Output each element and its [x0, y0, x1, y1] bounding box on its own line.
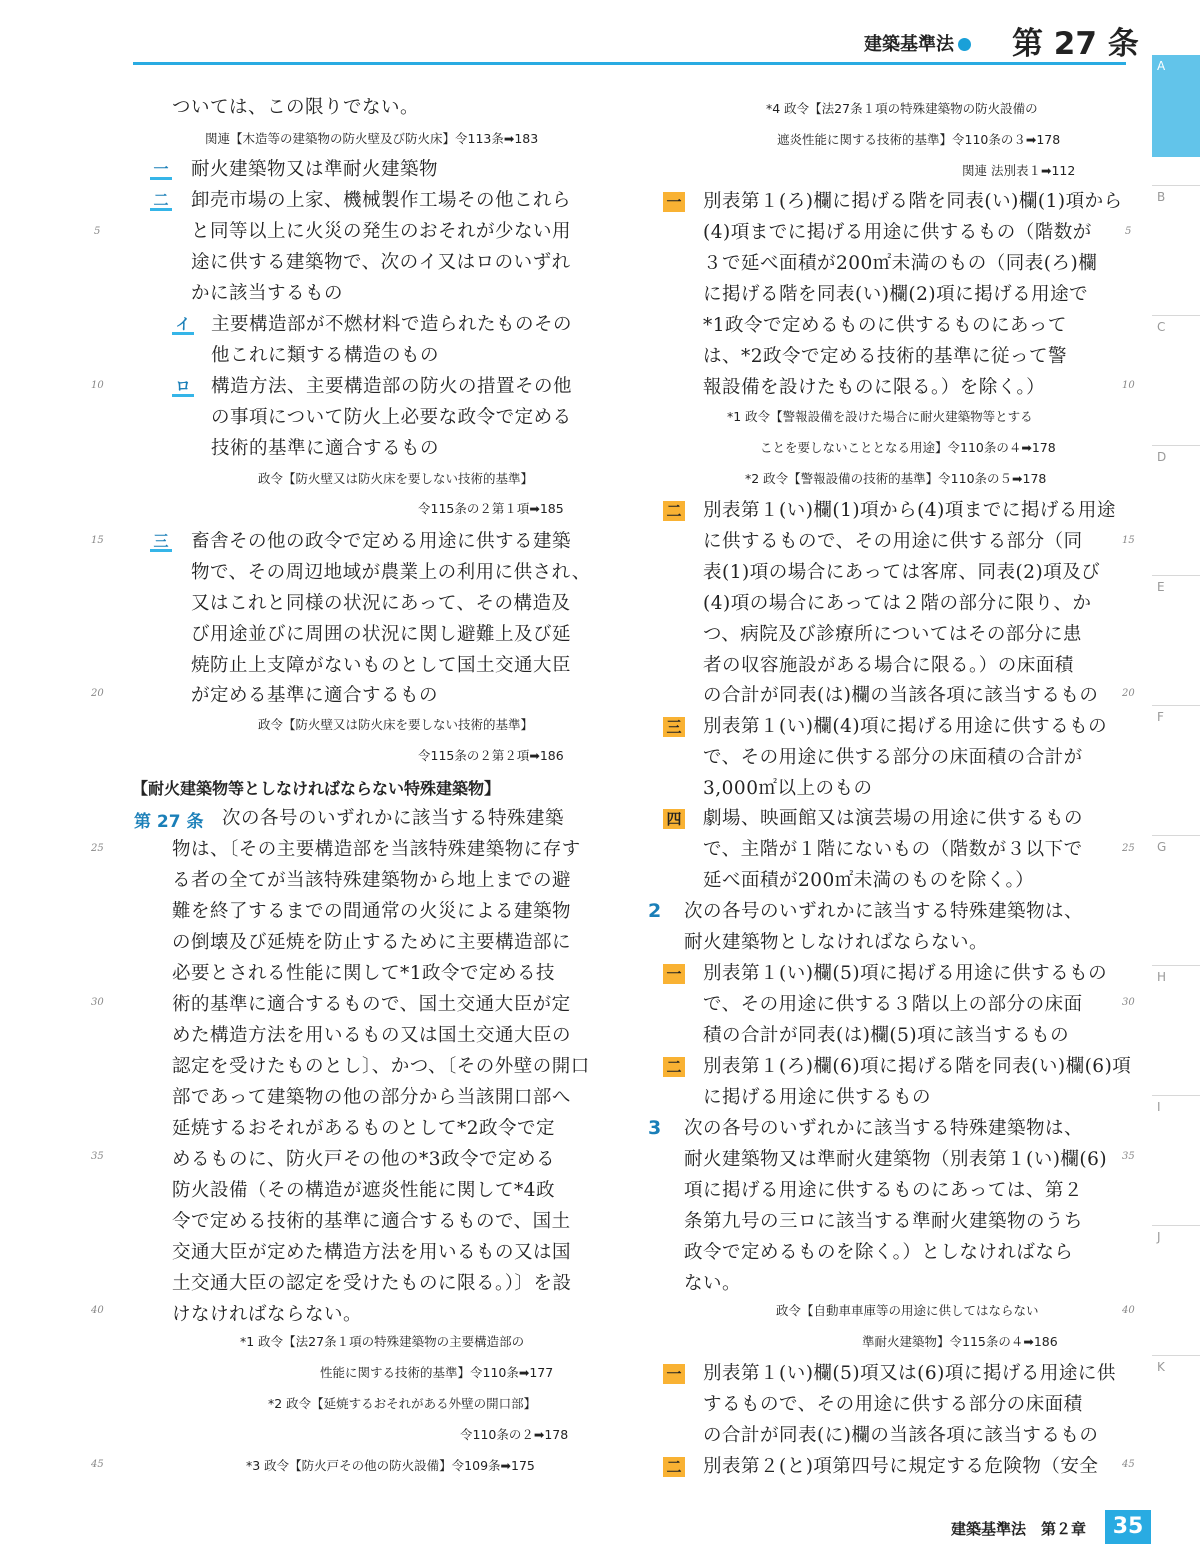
paragraph-number: 2	[648, 900, 662, 922]
text-line: び用途並びに周囲の状況に関し避難上及び延	[191, 624, 572, 645]
reference-note[interactable]: 政令【防火壁又は防火床を要しない技術的基準】	[258, 471, 534, 486]
item-badge: ロ	[172, 375, 194, 397]
side-tab-i[interactable]: I	[1152, 1095, 1200, 1197]
reference-note[interactable]: 準耐火建築物】令115条の４➡186	[862, 1334, 1058, 1349]
text-line: するもので、その用途に供する部分の床面積	[703, 1394, 1083, 1415]
reference-note[interactable]: 政令【自動車車庫等の用途に供してはならない	[776, 1303, 1039, 1318]
text-line: に掲げる階を同表(い)欄(2)項に掲げる用途で	[703, 284, 1089, 305]
reference-note[interactable]: 政令【防火壁又は防火床を要しない技術的基準】	[258, 717, 534, 732]
text-line: の合計が同表(に)欄の当該各項に該当するもの	[703, 1425, 1099, 1446]
side-tab-e[interactable]: E	[1152, 575, 1200, 677]
line-number: 20	[91, 688, 104, 699]
text-line: (4)項の場合にあっては２階の部分に限り、か	[703, 593, 1092, 614]
line-number: 5	[1125, 226, 1132, 237]
text-line: 部であって建築物の他の部分から当該開口部へ	[172, 1087, 571, 1108]
side-tab-g[interactable]: G	[1152, 835, 1200, 937]
line-number: 20	[1122, 688, 1135, 699]
text-line: めるものに、防火戸その他の*3政令で定める	[172, 1149, 556, 1170]
text-line: 別表第１(い)欄(5)項に掲げる用途に供するもの	[703, 963, 1108, 984]
text-line: の事項について防火上必要な政令で定める	[211, 407, 572, 428]
item-badge: イ	[172, 313, 194, 335]
text-line: 必要とされる性能に関して*1政令で定める技	[172, 963, 556, 984]
text-line: 表(1)項の場合にあっては客席、同表(2)項及び	[703, 562, 1101, 583]
text-line: 別表第１(い)欄(4)項に掲げる用途に供するもの	[703, 716, 1108, 737]
reference-note[interactable]: ことを要しないこととなる用途】令110条の４➡178	[760, 440, 1056, 455]
text-line: 次の各号のいずれかに該当する特殊建築	[222, 808, 565, 829]
text-line: 土交通大臣の認定を受けたものに限る。）〕を設	[172, 1273, 572, 1294]
text-line: 交通大臣が定めた構造方法を用いるもの又は国	[172, 1242, 572, 1263]
text-line: 他これに類する構造のもの	[211, 345, 440, 366]
text-line: *1政令で定めるものに供するものにあって	[703, 315, 1067, 336]
item-badge: 三	[663, 717, 685, 737]
text-line: 令で定める技術的基準に適合するもので、国土	[172, 1211, 571, 1232]
text-line: の合計が同表(は)欄の当該各項に該当するもの	[703, 685, 1099, 706]
side-index-tabs	[1152, 55, 1200, 1495]
reference-note[interactable]: *4 政令【法27条１項の特殊建築物の防火設備の	[766, 101, 1038, 116]
text-line: 者の収容施設がある場合に限る。）の床面積	[703, 655, 1074, 676]
paragraph-number: 3	[648, 1117, 662, 1139]
line-number: 15	[1122, 535, 1135, 546]
line-number: 45	[1122, 1459, 1135, 1470]
reference-note[interactable]: *3 政令【防火戸その他の防火設備】令109条➡175	[246, 1458, 535, 1473]
line-number: 30	[91, 997, 104, 1008]
line-number: 25	[91, 843, 104, 854]
text-line: 別表第１(ろ)欄に掲げる階を同表(い)欄(1)項から	[703, 191, 1123, 212]
text-line: 難を終了するまでの間通常の火災による建築物	[172, 901, 572, 922]
text-line: 物で、その周辺地域が農業上の利用に供され、	[191, 562, 591, 583]
text-line: 延焼するおそれがあるものとして*2政令で定	[172, 1118, 556, 1139]
text-line: 報設備を設けたものに限る。）を除く。）	[703, 377, 1046, 398]
text-line: 認定を受けたものとし〕、かつ、〔その外壁の開口	[172, 1056, 590, 1077]
law-name-text: 建築基準法	[864, 34, 954, 55]
line-number: 25	[1122, 843, 1135, 854]
side-tab-h[interactable]: H	[1152, 965, 1200, 1067]
text-line: めた構造方法を用いるもの又は国土交通大臣の	[172, 1025, 572, 1046]
text-line: 延べ面積が200㎡未満のものを除く。）	[703, 870, 1035, 891]
text-line: で、その用途に供する部分の床面積の合計が	[703, 747, 1083, 768]
line-number: 10	[1122, 380, 1135, 391]
side-tab-c[interactable]: C	[1152, 315, 1200, 417]
text-line: つ、病院及び診療所についてはその部分に患	[703, 624, 1082, 645]
text-line: ついては、この限りでない。	[172, 97, 420, 118]
reference-note[interactable]: 令115条の２第１項➡185	[418, 501, 564, 516]
article-label: 第 27 条	[134, 812, 204, 832]
text-line: 別表第２(と)項第四号に規定する危険物（安全	[703, 1456, 1099, 1477]
text-line: 項に掲げる用途に供するものにあっては、第２	[684, 1180, 1083, 1201]
text-line: 焼防止上支障がないものとして国土交通大臣	[191, 655, 572, 676]
text-line: は、*2政令で定める技術的基準に従って警	[703, 346, 1068, 367]
item-badge: 二	[150, 189, 172, 211]
reference-note[interactable]: *1 政令【警報設備を設けた場合に耐火建築物等とする	[727, 409, 1033, 424]
page-number: 35	[1105, 1510, 1151, 1544]
side-tab-b[interactable]: B	[1152, 185, 1200, 287]
text-line: ３で延べ面積が200㎡未満のもの（同表(ろ)欄	[703, 253, 1098, 274]
text-line: 耐火建築物又は準耐火建築物	[191, 159, 439, 180]
text-line: 耐火建築物又は準耐火建築物（別表第１(い)欄(6)	[684, 1149, 1108, 1170]
item-badge: 二	[663, 1057, 685, 1077]
text-line: に掲げる用途に供するもの	[703, 1087, 932, 1108]
text-line: で、その用途に供する３階以上の部分の床面	[703, 994, 1083, 1015]
text-line: 次の各号のいずれかに該当する特殊建築物は、	[684, 1118, 1084, 1139]
header-article-number: 第 27 条	[1012, 26, 1139, 62]
text-line: に供するもので、その用途に供する部分（同	[703, 531, 1083, 552]
header-dot-icon	[958, 38, 971, 51]
side-tab-f[interactable]: F	[1152, 705, 1200, 807]
footer-chapter: 建築基準法 第２章	[951, 1520, 1087, 1538]
line-number: 45	[91, 1459, 104, 1470]
text-line: 次の各号のいずれかに該当する特殊建築物は、	[684, 901, 1084, 922]
item-badge: 一	[663, 964, 685, 984]
reference-note[interactable]: 遮炎性能に関する技術的基準】令110条の３➡178	[777, 132, 1061, 147]
text-line: 別表第１(い)欄(5)項又は(6)項に掲げる用途に供	[703, 1363, 1116, 1384]
item-badge: 三	[150, 530, 172, 552]
section-heading: 【耐火建築物等としなければならない特殊建築物】	[132, 779, 501, 798]
line-number: 5	[94, 226, 101, 237]
text-line: 技術的基準に適合するもの	[211, 438, 440, 459]
item-badge: 二	[663, 1457, 685, 1477]
text-line: で、主階が１階にないもの（階数が３以下で	[703, 839, 1083, 860]
text-line: 物は、〔その主要構造部を当該特殊建築物に存す	[172, 839, 581, 860]
text-line: と同等以上に火災の発生のおそれが少ない用	[191, 221, 572, 242]
text-line: が定める基準に適合するもの	[191, 685, 439, 706]
text-line: の倒壊及び延焼を防止するために主要構造部に	[172, 932, 572, 953]
text-line: 積の合計が同表(は)欄(5)項に該当するもの	[703, 1025, 1070, 1046]
line-number: 40	[91, 1305, 104, 1316]
text-line: る者の全てが当該特殊建築物から地上までの避	[172, 870, 572, 891]
text-line: 又はこれと同様の状況にあって、その構造及	[191, 593, 571, 614]
text-line: かに該当するもの	[191, 283, 344, 304]
reference-note[interactable]: *2 政令【延焼するおそれがある外壁の開口部】	[268, 1396, 537, 1411]
reference-note[interactable]: *1 政令【法27条１項の特殊建築物の主要構造部の	[240, 1334, 525, 1349]
side-tab-j[interactable]: J	[1152, 1225, 1200, 1327]
line-number: 10	[91, 380, 104, 391]
text-line: (4)項までに掲げる用途に供するもの（階数が	[703, 222, 1092, 243]
text-line: 畜舎その他の政令で定める用途に供する建築	[191, 531, 572, 552]
line-number: 40	[1122, 1305, 1135, 1316]
reference-note[interactable]: 関連 法別表１➡112	[962, 163, 1076, 178]
text-line: 政令で定めるものを除く。）としなければなら	[684, 1242, 1074, 1263]
text-line: 別表第１(い)欄(1)項から(4)項までに掲げる用途	[703, 500, 1116, 521]
reference-note[interactable]: 関連【木造等の建築物の防火壁及び防火床】令113条➡183	[205, 131, 539, 146]
reference-note[interactable]: *2 政令【警報設備の技術的基準】令110条の５➡178	[745, 471, 1047, 486]
header-law-name	[864, 30, 971, 56]
line-number: 15	[91, 535, 104, 546]
text-line: 防火設備（その構造が遮炎性能に関して*4政	[172, 1180, 556, 1201]
side-tab-d[interactable]: D	[1152, 445, 1200, 547]
text-line: 構造方法、主要構造部の防火の措置その他	[211, 376, 573, 397]
reference-note[interactable]: 令110条の２➡178	[460, 1427, 569, 1442]
text-line: 条第九号の三ロに該当する準耐火建築物のうち	[684, 1211, 1084, 1232]
text-line: 卸売市場の上家、機械製作工場その他これら	[191, 190, 572, 211]
text-line: 主要構造部が不燃材料で造られたものその	[211, 314, 573, 335]
text-line: けなければならない。	[172, 1304, 363, 1325]
item-badge: 一	[663, 1364, 685, 1384]
text-line: 3,000㎡以上のもの	[703, 778, 873, 799]
line-number: 35	[91, 1151, 104, 1162]
line-number: 30	[1122, 997, 1135, 1008]
reference-note[interactable]: 性能に関する技術的基準】令110条➡177	[320, 1365, 554, 1380]
reference-note[interactable]: 令115条の２第２項➡186	[418, 748, 564, 763]
top-rule	[133, 62, 1126, 65]
text-line: 耐火建築物としなければならない。	[684, 932, 989, 953]
line-number: 35	[1122, 1151, 1135, 1162]
side-tab-a[interactable]: A	[1152, 55, 1200, 157]
text-line: 途に供する建築物で、次のイ又はロのいずれ	[191, 252, 571, 273]
text-line: 術的基準に適合するもので、国土交通大臣が定	[172, 994, 571, 1015]
text-line: ない。	[684, 1273, 742, 1294]
item-badge: 二	[663, 501, 685, 521]
item-badge: 一	[663, 192, 685, 212]
item-badge: 一	[150, 158, 172, 180]
side-tab-k[interactable]: K	[1152, 1355, 1200, 1457]
text-line: 別表第１(ろ)欄(6)項に掲げる階を同表(い)欄(6)項	[703, 1056, 1132, 1077]
text-line: 劇場、映画館又は演芸場の用途に供するもの	[703, 808, 1084, 829]
item-badge: 四	[663, 809, 685, 829]
